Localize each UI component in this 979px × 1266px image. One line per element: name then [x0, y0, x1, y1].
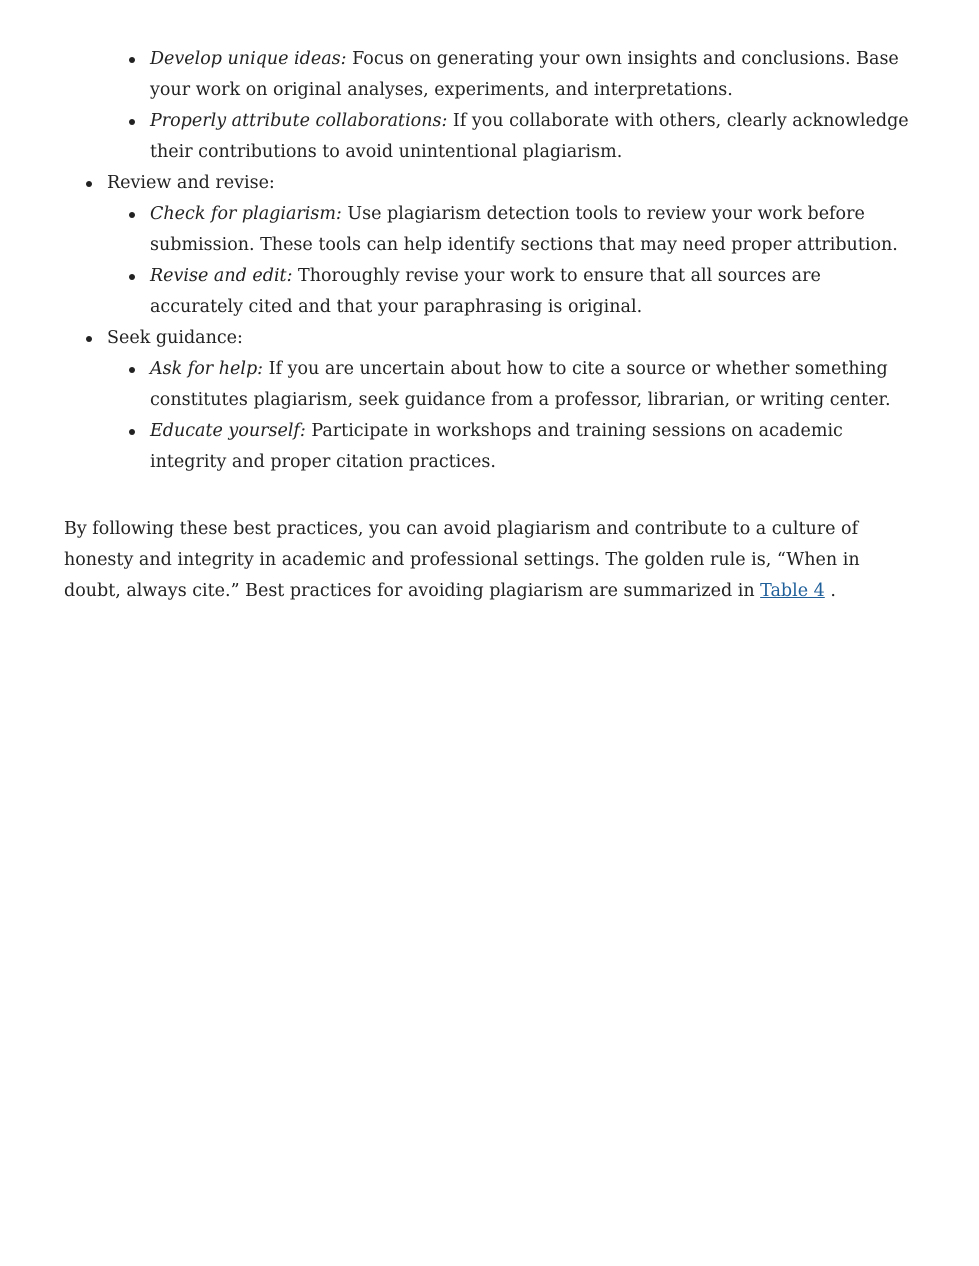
- item-text: If you collaborate with others, clearly acknowledge their contributions to avoid unintentional plagiarism.: [150, 111, 909, 162]
- outer-list-item-review: [64, 168, 915, 323]
- bullet-icon: [129, 57, 135, 63]
- item-term: Check for plagiarism:: [150, 204, 342, 224]
- closing-text: By following these best practices, you can avoid plagiarism and contribute to a culture of honesty and integrity in academic and professional settings. The golden rule is, “When in doubt, always cite.” Best practices for avoiding plagiarism are summarized in: [64, 519, 860, 601]
- bullet-icon: [129, 274, 135, 280]
- item-term: Develop unique ideas:: [150, 49, 347, 69]
- list-item: [107, 44, 915, 106]
- item-text: Focus on generating your own insights and conclusions. Base your work on original analyses, experiments, and interpretations.: [150, 49, 899, 100]
- list-item: [107, 354, 915, 416]
- list-item: [107, 106, 915, 168]
- item-text: Participate in workshops and training sessions on academic integrity and proper citation practices.: [150, 421, 843, 472]
- list-item: [107, 199, 915, 261]
- bullet-icon: [129, 429, 135, 435]
- list-item: [107, 261, 915, 323]
- item-text: Thoroughly revise your work to ensure that all sources are accurately cited and that your paraphrasing is original.: [150, 266, 821, 317]
- closing-paragraph: [64, 514, 875, 607]
- inner-list: [107, 354, 915, 478]
- item-text: Use plagiarism detection tools to review your work before submission. These tools can help identify sections that may need proper attribution.: [150, 204, 898, 255]
- bullet-icon: [129, 367, 135, 373]
- bullet-icon: [86, 336, 92, 342]
- item-text: If you are uncertain about how to cite a source or whether something constitutes plagiarism, seek guidance from a professor, librarian, or writing center.: [150, 359, 891, 410]
- bullet-icon: [129, 119, 135, 125]
- item-term: Educate yourself:: [150, 421, 306, 441]
- list-item: [107, 416, 915, 478]
- item-term: Ask for help:: [150, 359, 264, 379]
- bullet-icon: [129, 212, 135, 218]
- outer-list-item-guidance: [64, 323, 915, 478]
- bullet-icon: [86, 181, 92, 187]
- inner-list: [107, 199, 915, 323]
- outer-item-label: Seek guidance:: [107, 328, 243, 348]
- inner-list-continuation: [64, 44, 915, 168]
- outer-item-label: Review and revise:: [107, 173, 275, 193]
- outer-list: [64, 168, 915, 478]
- item-term: Properly attribute collaborations:: [150, 111, 448, 131]
- document-page: [0, 0, 979, 607]
- closing-text-end: .: [824, 581, 836, 601]
- table-4-link[interactable]: Table 4: [760, 581, 825, 601]
- item-term: Revise and edit:: [150, 266, 293, 286]
